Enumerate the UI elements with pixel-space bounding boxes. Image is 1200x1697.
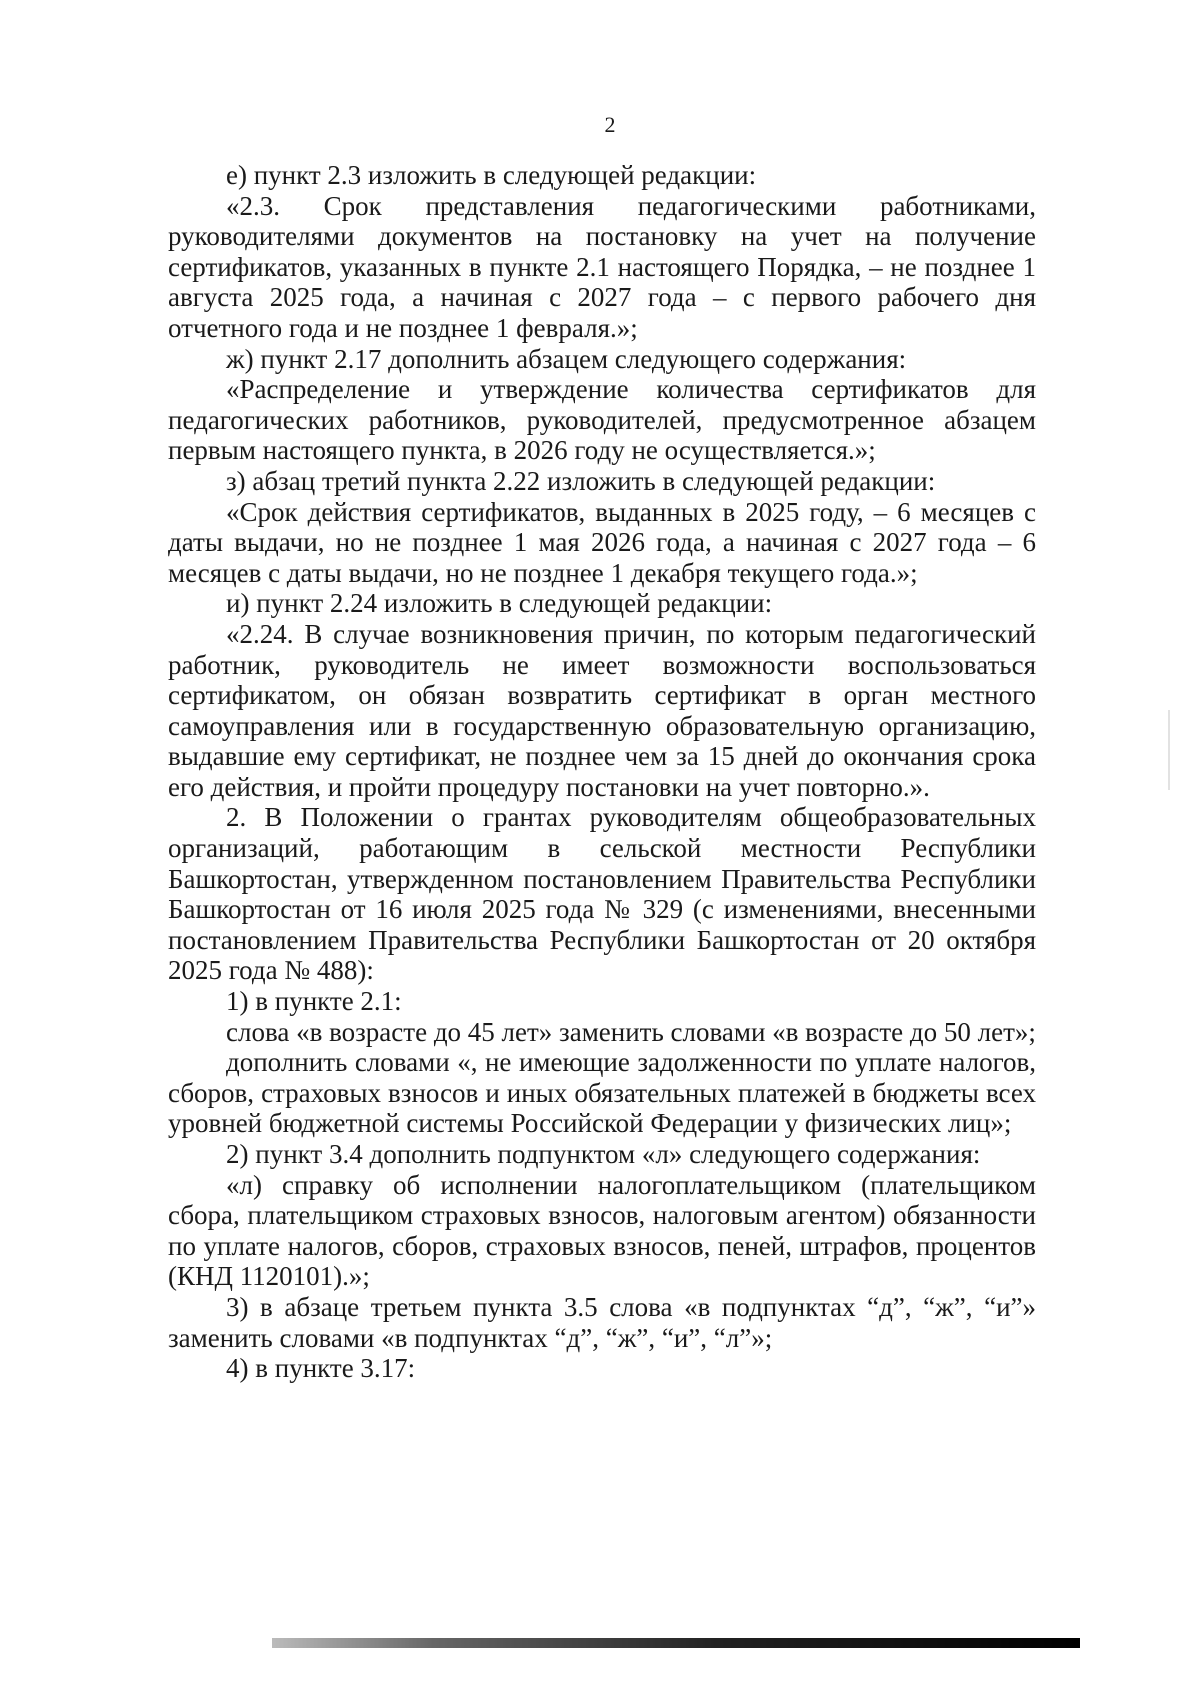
paragraph-item-2-3-text: «2.3. Срок представления педагогическими работниками, руководителями документов на постановку на учет на получение сертификатов, указанных в пункте 2.1 настоящего Порядка, – не позднее 1 августа 2025 года, а начиная с 2027 года – с первого рабочего дня отчетного года и не позднее 1 февраля.»;	[168, 190, 1036, 343]
page-number: 2	[604, 112, 616, 137]
paragraph-item-zh: ж) пункт 2.17 дополнить абзацем следующего содержания:	[226, 343, 907, 374]
paragraph-sub-1-supplement: дополнить словами «, не имеющие задолженности по уплате налогов, сборов, страховых взносов и иных обязательных платежей в бюджеты всех уровней бюджетной системы Российской Федерации у физических лиц»;	[168, 1047, 1036, 1139]
paragraph-item-2-24-text: «2.24. В случае возникновения причин, по которым педагогический работник, руководитель не имеет возможности воспользоваться сертификатом, он обязан возвратить сертификат в орган местного самоуправления или в государственную образовательную организацию, выдавшие ему сертификат, не позднее чем за 15 дней до окончания срока его действия, и пройти процедуру постановки на учет повторно.».	[168, 618, 1036, 802]
document-body	[168, 160, 1036, 1384]
paragraph-item-e: е) пункт 2.3 изложить в следующей редакции:	[226, 160, 757, 190]
paragraph-section-2: 2. В Положении о грантах руководителям общеобразовательных организаций, работающим в сельской местности Республики Башкортостан, утвержденном постановлением Правительства Республики Башкортостан от 16 июля 2025 года № 329 (с изменениями, внесенными постановлением Правительства Республики Башкортостан от 20 октября 2025 года № 488):	[168, 802, 1036, 986]
paragraph-sub-1: 1) в пункте 2.1:	[226, 986, 402, 1017]
paragraph-item-i: и) пункт 2.24 изложить в следующей редакции:	[226, 588, 773, 619]
paragraph-sub-3: 3) в абзаце третьем пункта 3.5 слова «в подпунктах “д”, “ж”, “и”» заменить словами «в подпунктах “д”, “ж”, “и”, “л”»;	[168, 1291, 1036, 1353]
paragraph-item-z: з) абзац третий пункта 2.22 изложить в следующей редакции:	[226, 465, 936, 496]
paragraph-item-2-22-text: «Срок действия сертификатов, выданных в 2025 году, – 6 месяцев с даты выдачи, но не позднее 1 мая 2026 года, а начиная с 2027 года – 6 месяцев с даты выдачи, но не позднее 1 декабря текущего года.»;	[168, 496, 1036, 588]
paragraph-sub-4: 4) в пункте 3.17:	[226, 1353, 416, 1384]
paragraph-item-2-17-text: «Распределение и утверждение количества сертификатов для педагогических работников, руководителей, предусмотренное абзацем первым настоящего пункта, в 2026 году не осуществляется.»;	[168, 374, 1036, 466]
paragraph-sub-2-text: «л) справку об исполнении налогоплательщиком (плательщиком сбора, плательщиком страховых взносов, налоговым агентом) обязанности по уплате налогов, сборов, страховых взносов, пеней, штрафов, процентов (КНД 1120101).»;	[168, 1169, 1036, 1292]
scan-edge-bar	[272, 1638, 1080, 1648]
paragraph-sub-1-words: слова «в возрасте до 45 лет» заменить словами «в возрасте до 50 лет»;	[226, 1016, 1036, 1047]
scan-artifact-mark	[1168, 710, 1170, 790]
paragraph-sub-2: 2) пункт 3.4 дополнить подпунктом «л» следующего содержания:	[226, 1139, 981, 1169]
